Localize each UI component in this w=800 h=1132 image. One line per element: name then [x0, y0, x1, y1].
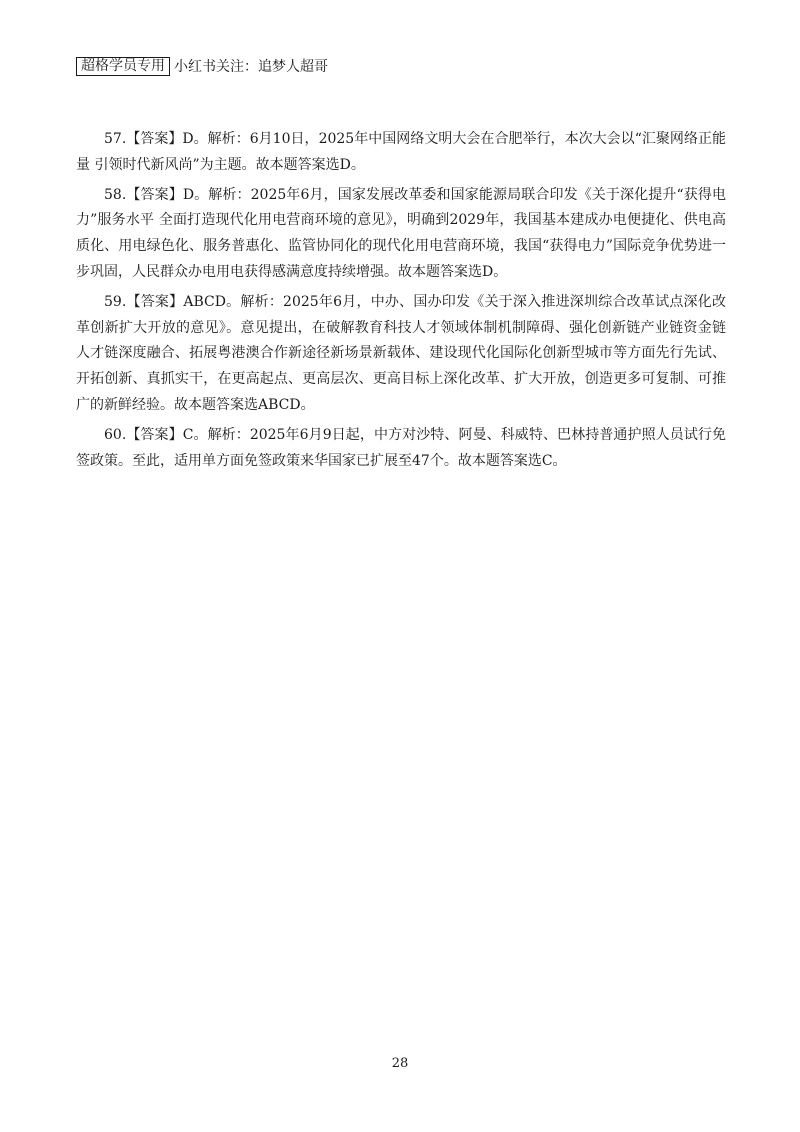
answer-59: 59.【答案】ABCD。解析：2025年6月，中办、国办印发《关于深入推进深圳综合改革试点深化改革创新扩大开放的意见》。意见提出，在破解教育科技人才领域体制机制障碍、强化创新链产业链资金链人才链深度融合、拓展粤港澳合作新途径新场景新载体、建设现代化国际化创新型城市等方面先行先试、开拓创新、真抓实干，在更高起点、更高层次、更高目标上深化改革、扩大开放，创造更多可复制、可推广的新鲜经验。故本题答案选ABCD。 — [76, 293, 726, 413]
answer-57: 57.【答案】D。解析：6月10日，2025年中国网络文明大会在合肥举行，本次大会以“汇聚网络正能量 引领时代新风尚”为主题。故本题答案选D。 — [76, 131, 726, 173]
page-number: 28 — [391, 1056, 409, 1071]
page-header — [76, 57, 328, 76]
answer-60: 60.【答案】C。解析：2025年6月9日起，中方对沙特、阿曼、科威特、巴林持普通护照人员试行免签政策。至此，适用单方面免签政策来华国家已扩展至47个。故本题答案选C。 — [76, 426, 726, 469]
answer-58: 58.【答案】D。解析：2025年6月，国家发展改革委和国家能源局联合印发《关于深化提升“获得电力”服务水平 全面打造现代化用电营商环境的意见》，明确到2029年，我国基本建成办电便捷化、供电高质化、用电绿色化、服务普惠化、监管协同化的现代化用电营商环境，我国“获得电力”国际竞争优势进一步巩固，人民群众办电用电获得感满意度持续增强。故本题答案选D。 — [76, 186, 726, 280]
header-text: 小红书关注：追梦人超哥 — [174, 58, 328, 75]
header-badge: 超格学员专用 — [76, 57, 170, 76]
answer-list — [76, 127, 726, 478]
